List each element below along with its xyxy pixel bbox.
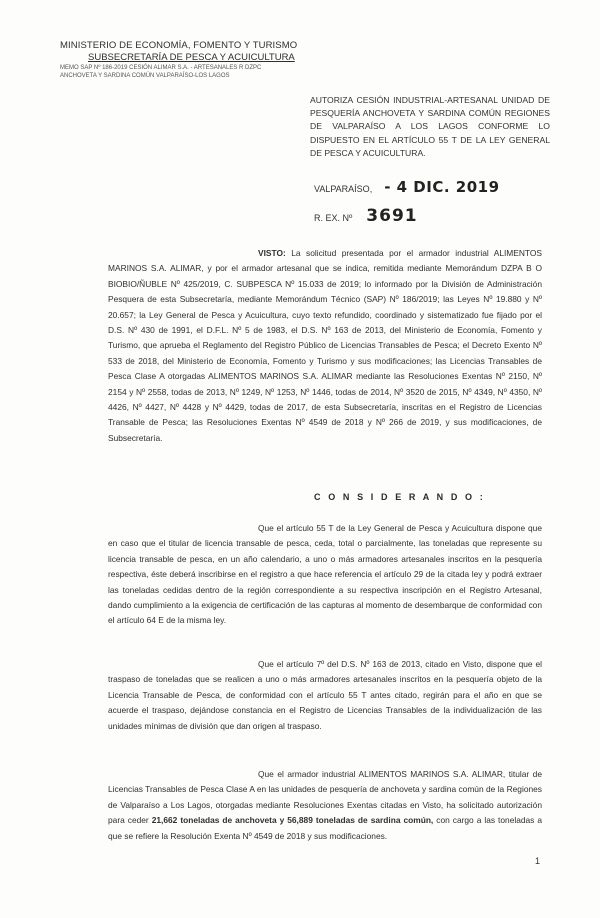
resolution-number-line	[314, 206, 418, 226]
visto-text: La solicitud presentada por el armador industrial ALIMENTOS MARINOS S.A. ALIMAR, y por el armador artesanal que se indica, remitida mediante Memorándum DZPA B O BIOBIO/ÑUBLE Nº 425/2019, C. SUBPESCA Nº 15.033 de 2019; lo informado por la División de Administración Pesquera de esta Subsecretaría, mediante Memorándum Técnico (SAP) Nº 186/2019; las Leyes Nº 19.880 y Nº 20.657; la Ley General de Pesca y Acuicultura, cuyo texto refundido, coordinado y sistematizado fue fijado por el D.S. Nº 430 de 1991, el D.F.L. Nº 5 de 1983, el D.S. Nº 163 de 2013, del Ministerio de Economía, Fomento y Turismo, que aprueba el Reglamento del Registro Público de Licencias Transables de Pesca; el Decreto Exento Nº 533 de 2018, del Ministerio de Economía, Fomento y Turismo y sus modificaciones; las Licencias Transables de Pesca Clase A otorgadas ALIMENTOS MARINOS S.A. ALIMAR mediante las Resoluciones Exentas Nº 2150, Nº 2154 y Nº 2558, todas de 2013, Nº 1249, Nº 1253, Nº 1446, todas de 2014, Nº 3520 de 2015, Nº 4349, Nº 4350, Nº 4426, Nº 4427, Nº 4428 y Nº 4429, todas de 2017, de esta Subsecretaría, inscritas en el Registro de Licencias Transable de Pesca; las Resoluciones Exentas Nº 4549 de 2018 y Nº 266 de 2019, y sus modificaciones, de Subsecretaría.	[108, 248, 542, 443]
memo-reference-line-2: ANCHOVETA Y SARDINA COMÚN VALPARAÍSO-LOS LAGOS	[60, 73, 230, 79]
considerando-text-3-bold: 21,662 toneladas de anchoveta y 56,889 toneladas de sardina común,	[151, 815, 434, 826]
considerando-text-1: Que el artículo 55 T de la Ley General de Pesca y Acuicultura dispone que en caso que el titular de licencia transable de pesca, ceda, total o parcialmente, las toneladas que represente su licencia transable de pesca, en un año calendario, a uno o más armadores artesanales inscritos en la pesquería respectiva, éste deberá inscribirse en el registro a que hace referencia el artículo 29 de la citada ley y podrá extraer las toneladas cedidas dentro de la región correspondiente a su respectiva inscripción en el Registro Artesanal, dando cumplimiento a la exigencia de certificación de las capturas al momento de desembarque de conformidad con el artículo 64 E de la misma ley.	[108, 523, 542, 626]
place-label: VALPARAÍSO,	[314, 184, 373, 194]
visto-paragraph	[108, 246, 542, 446]
considerando-paragraph-2	[108, 657, 542, 734]
considerando-text-3b: con cargo a las toneladas a que se refiere la Resolución Exenta Nº 4549 de 2018 y sus modificaciones.	[108, 815, 543, 841]
place-and-date	[314, 178, 500, 196]
resolution-label: R. EX. Nº	[314, 213, 353, 223]
date-stamp: - 4 DIC. 2019	[384, 178, 500, 196]
considerando-heading: C O N S I D E R A N D O :	[314, 492, 486, 502]
considerando-paragraph-1	[108, 521, 542, 629]
letterhead	[60, 40, 300, 79]
page-number: 1	[535, 856, 541, 866]
considerando-paragraph-3	[108, 767, 542, 844]
subsecretaria-name: SUBSECRETARÍA DE PESCA Y ACUICULTURA	[88, 52, 295, 63]
considerando-text-3a: Que el armador industrial ALIMENTOS MARINOS S.A. ALIMAR, titular de Licencias Transables de Pesca Clase A en las unidades de pesquería de anchoveta y sardina común de la Regiones de Valparaíso a Los Lagos, otorgadas mediante Resoluciones Exentas citadas en Visto, ha solicitado autorización para ceder	[108, 769, 542, 826]
considerando-text-2: Que el artículo 7º del D.S. Nº 163 de 2013, citado en Visto, dispone que el traspaso de toneladas que se realicen a uno o más armadores artesanales inscritos en la pesquería objeto de la Licencia Transable de Pesca, de conformidad con el artículo 55 T antes citado, regirán para el año en que se acuerde el traspaso, dejándose constancia en el Registro de Licencias Transables de la individualización de las unidades mínimas de división que dan origen al traspaso.	[108, 659, 542, 731]
memo-reference-line-1: MEMO SAP Nº 186-2019 CESIÓN ALIMAR S.A. - ARTESANALES R DZPC	[60, 65, 262, 71]
resolution-subject: AUTORIZA CESIÓN INDUSTRIAL-ARTESANAL UNIDAD DE PESQUERÍA ANCHOVETA Y SARDINA COMÚN REGIONES DE VALPARAÍSO A LOS LAGOS CONFORME LO DISPUESTO EN EL ARTÍCULO 55 T DE LA LEY GENERAL DE PESCA Y ACUICULTURA.	[310, 95, 550, 158]
ministry-name: MINISTERIO DE ECONOMÍA, FOMENTO Y TURISMO	[60, 40, 298, 51]
visto-label: VISTO:	[258, 248, 286, 258]
resolution-number: 3691	[366, 206, 418, 226]
